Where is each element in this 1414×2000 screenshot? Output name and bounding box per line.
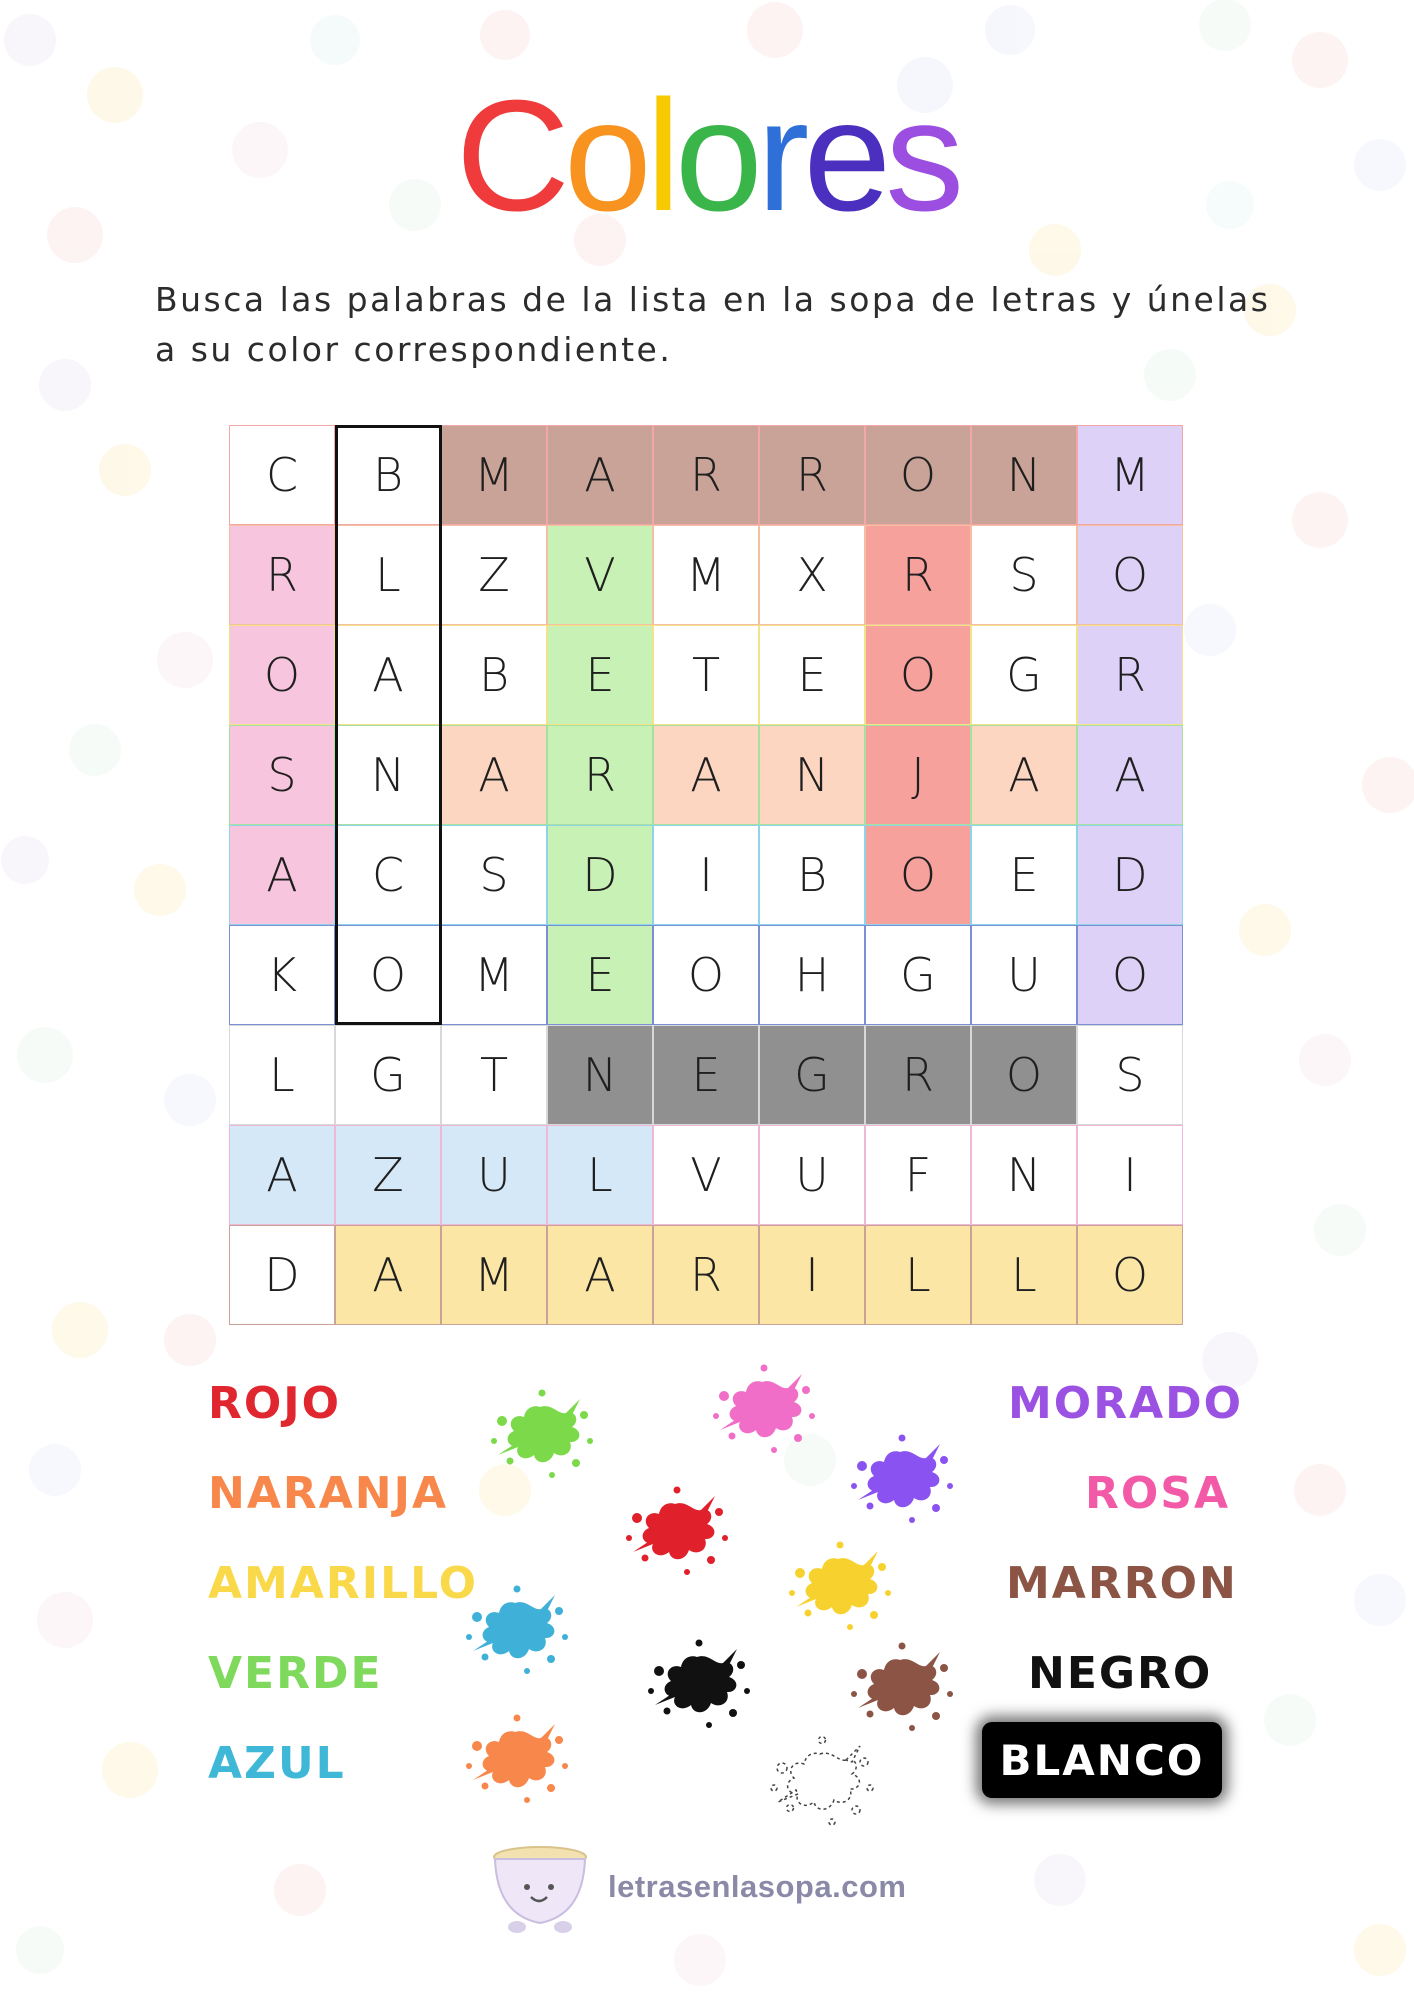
title-letter: o	[563, 70, 646, 240]
title-letter: l	[645, 70, 675, 240]
grid-cell[interactable]: A	[653, 725, 759, 825]
grid-cell[interactable]: O	[229, 625, 335, 725]
grid-cell[interactable]: D	[229, 1225, 335, 1325]
grid-cell[interactable]: C	[335, 825, 441, 925]
grid-cell[interactable]: O	[1077, 925, 1183, 1025]
grid-cell[interactable]: O	[865, 825, 971, 925]
grid-cell[interactable]: E	[547, 625, 653, 725]
word-rosa[interactable]: ROSA	[1085, 1468, 1231, 1519]
grid-cell[interactable]: N	[971, 425, 1077, 525]
grid-cell[interactable]: G	[335, 1025, 441, 1125]
title-letter: r	[756, 70, 804, 240]
grid-cell[interactable]: R	[1077, 625, 1183, 725]
grid-cell[interactable]: F	[865, 1125, 971, 1225]
grid-cell[interactable]: E	[547, 925, 653, 1025]
title-letter: C	[455, 70, 564, 240]
pink-paint-splat-icon[interactable]	[702, 1360, 822, 1460]
word-search-grid	[229, 425, 1183, 1325]
title-letter: o	[674, 70, 757, 240]
word-azul[interactable]: AZUL	[208, 1738, 346, 1789]
title-letter: s	[885, 70, 959, 240]
grid-cell[interactable]: I	[759, 1225, 865, 1325]
grid-cell[interactable]: V	[653, 1125, 759, 1225]
grid-cell[interactable]: V	[547, 525, 653, 625]
yellow-paint-splat-icon[interactable]	[778, 1537, 898, 1637]
grid-cell[interactable]: C	[229, 425, 335, 525]
footer-site[interactable]: letrasenlasopa.com	[608, 1869, 907, 1904]
title-letter: e	[803, 70, 886, 240]
grid-cell[interactable]: G	[971, 625, 1077, 725]
grid-cell[interactable]: L	[971, 1225, 1077, 1325]
grid-cell[interactable]: A	[229, 825, 335, 925]
grid-cell[interactable]: R	[547, 725, 653, 825]
grid-cell[interactable]: O	[865, 425, 971, 525]
grid-cell[interactable]: M	[653, 525, 759, 625]
grid-cell[interactable]: S	[229, 725, 335, 825]
grid-cell[interactable]: N	[759, 725, 865, 825]
grid-cell[interactable]: O	[1077, 525, 1183, 625]
grid-cell[interactable]: E	[653, 1025, 759, 1125]
grid-cell[interactable]: U	[441, 1125, 547, 1225]
word-rojo[interactable]: ROJO	[208, 1378, 342, 1429]
grid-cell[interactable]: L	[335, 525, 441, 625]
grid-cell[interactable]: E	[759, 625, 865, 725]
grid-cell[interactable]: G	[865, 925, 971, 1025]
purple-paint-splat-icon[interactable]	[840, 1430, 960, 1530]
word-blanco[interactable]: BLANCO	[999, 1735, 1205, 1785]
grid-cell[interactable]: N	[971, 1125, 1077, 1225]
grid-cell[interactable]: G	[759, 1025, 865, 1125]
grid-cell[interactable]: A	[1077, 725, 1183, 825]
grid-cell[interactable]: U	[759, 1125, 865, 1225]
grid-cell[interactable]: A	[335, 1225, 441, 1325]
grid-cell[interactable]: M	[441, 1225, 547, 1325]
black-paint-splat-icon[interactable]	[637, 1635, 757, 1735]
word-amarillo[interactable]: AMARILLO	[208, 1558, 479, 1609]
title-lettering	[447, 70, 967, 240]
grid-cell[interactable]: O	[1077, 1225, 1183, 1325]
grid-cell[interactable]: M	[441, 925, 547, 1025]
instructions-line-1: Busca las palabras de la lista en la sopa de letras y únelas	[155, 280, 1271, 319]
footer	[485, 1835, 925, 1945]
blue-paint-splat-icon[interactable]	[455, 1581, 575, 1681]
grid-cell[interactable]: H	[759, 925, 865, 1025]
grid-cell[interactable]: I	[653, 825, 759, 925]
grid-cell[interactable]: B	[441, 625, 547, 725]
grid-cell[interactable]: R	[229, 525, 335, 625]
grid-cell[interactable]: R	[653, 1225, 759, 1325]
grid-cell[interactable]: J	[865, 725, 971, 825]
grid-cell[interactable]: I	[1077, 1125, 1183, 1225]
grid-cell[interactable]: S	[1077, 1025, 1183, 1125]
grid-cell[interactable]: T	[441, 1025, 547, 1125]
grid-cell[interactable]: R	[653, 425, 759, 525]
word-marron[interactable]: MARRON	[1006, 1558, 1238, 1609]
grid-cell[interactable]: U	[971, 925, 1077, 1025]
word-blanco-box[interactable]	[982, 1722, 1222, 1798]
grid-cell[interactable]: Z	[441, 525, 547, 625]
word-naranja[interactable]: NARANJA	[208, 1468, 449, 1519]
grid-cell[interactable]: R	[759, 425, 865, 525]
grid-cell[interactable]: O	[865, 625, 971, 725]
grid-cell[interactable]: Z	[335, 1125, 441, 1225]
word-verde[interactable]: VERDE	[208, 1648, 383, 1699]
grid-cell[interactable]: R	[865, 1025, 971, 1125]
grid-cell[interactable]: L	[229, 1025, 335, 1125]
grid-cell[interactable]: A	[971, 725, 1077, 825]
grid-cell[interactable]: O	[653, 925, 759, 1025]
grid-cell[interactable]: K	[229, 925, 335, 1025]
grid-cell[interactable]: A	[441, 725, 547, 825]
grid-cell[interactable]: R	[865, 525, 971, 625]
grid-cell[interactable]: D	[1077, 825, 1183, 925]
grid-cell[interactable]: A	[229, 1125, 335, 1225]
grid-cell[interactable]: S	[441, 825, 547, 925]
grid-cell[interactable]: A	[547, 425, 653, 525]
grid-cell[interactable]: S	[971, 525, 1077, 625]
word-morado[interactable]: MORADO	[1008, 1378, 1244, 1429]
instructions-line-2: a su color correspondiente.	[155, 330, 673, 369]
grid-cell[interactable]: A	[335, 625, 441, 725]
grid-cell[interactable]: L	[865, 1225, 971, 1325]
grid-cell[interactable]: N	[547, 1025, 653, 1125]
grid-cell[interactable]: T	[653, 625, 759, 725]
page-title	[0, 70, 1414, 240]
brown-paint-splat-icon[interactable]	[840, 1638, 960, 1738]
instructions	[155, 275, 1275, 375]
red-paint-splat-icon[interactable]	[615, 1482, 735, 1582]
grid-cell[interactable]: N	[335, 725, 441, 825]
grid-cell[interactable]: L	[547, 1125, 653, 1225]
grid-cell[interactable]: M	[1077, 425, 1183, 525]
grid-cell[interactable]: D	[547, 825, 653, 925]
grid-cell[interactable]: O	[335, 925, 441, 1025]
orange-paint-splat-icon[interactable]	[455, 1710, 575, 1810]
green-paint-splat-icon[interactable]	[480, 1385, 600, 1485]
grid-cell[interactable]: A	[547, 1225, 653, 1325]
grid-cell[interactable]: X	[759, 525, 865, 625]
white-paint-splat-icon[interactable]	[760, 1732, 880, 1832]
soup-bowl-logo-icon	[485, 1835, 595, 1945]
title-text	[456, 70, 959, 240]
word-negro[interactable]: NEGRO	[1028, 1648, 1213, 1699]
grid-cell[interactable]: E	[971, 825, 1077, 925]
grid-cell[interactable]: B	[335, 425, 441, 525]
grid-cell[interactable]: O	[971, 1025, 1077, 1125]
grid-cell[interactable]: B	[759, 825, 865, 925]
grid-cell[interactable]: M	[441, 425, 547, 525]
